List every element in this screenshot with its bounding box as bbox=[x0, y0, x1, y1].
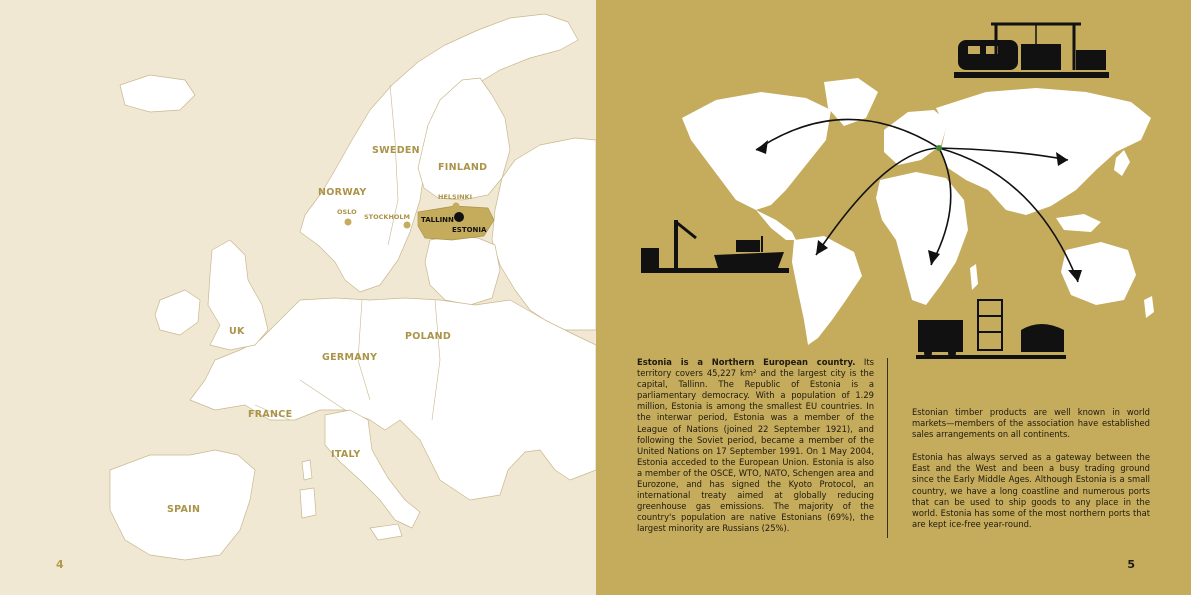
asia-land bbox=[936, 88, 1151, 215]
paragraph-gateway: Estonia has always served as a gateway between the East and the West and been a busy trading ground since the Early Middle Ages. Although Estonia is a small country, we have a long coastline and numerous ports that can be used to ship goods to any place in the world. Estonia has some of the most northern ports that are kept ice-free year-round. bbox=[912, 452, 1150, 529]
label-estonia: ESTONIA bbox=[452, 226, 487, 234]
sea-islands-land bbox=[1056, 214, 1101, 232]
madagascar-land bbox=[970, 264, 978, 290]
iceland-land bbox=[120, 75, 195, 112]
sicily-land bbox=[370, 524, 402, 540]
text-column-left bbox=[637, 357, 874, 535]
label-spain: SPAIN bbox=[167, 504, 201, 515]
label-italy: ITALY bbox=[331, 449, 361, 460]
japan-land bbox=[1114, 150, 1130, 176]
port-ship-icon bbox=[641, 220, 789, 273]
africa-land bbox=[876, 172, 968, 305]
ireland-land bbox=[155, 290, 200, 335]
oslo-dot bbox=[345, 219, 352, 226]
column-divider bbox=[887, 358, 888, 538]
europe-land bbox=[884, 110, 948, 165]
corsica-land bbox=[302, 460, 312, 480]
label-france: FRANCE bbox=[248, 409, 293, 420]
tallinn-dot bbox=[454, 212, 464, 222]
intro-body: Its territory covers 45,227 km² and the largest city is the capital, Tallinn. The Republic of Estonia is a parliamentary democracy. With a population of 1.29 million, Estonia is among the smallest EU countries. In the interwar period, Estonia was a member of the League of Nations (joined 22 September 1921), and following the Soviet period, became a member of the United Nations on 17 September 1991. On 1 May 2004, Estonia acceded to the European Union. Estonia is also a member of the OSCE, WTO, NATO, Schengen area and Eurozone, and has signed the Kyoto Protocol, an international treaty aimed at globally reducing greenhouse gas emissions. The majority of the country's population are native Estonians (69%), the largest minority are Russians (25%). bbox=[637, 357, 874, 534]
estonia-origin-dot bbox=[936, 145, 942, 151]
world-map bbox=[596, 0, 1191, 360]
intro-lead: Estonia is a Northern European country. bbox=[637, 357, 856, 367]
label-sweden: SWEDEN bbox=[372, 145, 420, 156]
baltics-land bbox=[425, 236, 500, 305]
label-norway: NORWAY bbox=[318, 187, 367, 198]
helsinki-dot bbox=[453, 203, 460, 210]
label-tallinn: TALLINN bbox=[421, 216, 454, 224]
south-america-land bbox=[792, 236, 862, 345]
text-column-right bbox=[912, 407, 1150, 542]
label-stockholm: STOCKHOLM bbox=[364, 213, 411, 221]
label-uk: UK bbox=[229, 326, 245, 337]
right-page bbox=[596, 0, 1191, 595]
italy-land bbox=[325, 410, 420, 528]
paragraph-timber: Estonian timber products are well known in world markets—members of the association have established sales arrangements on all continents. bbox=[912, 407, 1150, 440]
north-america-land bbox=[682, 92, 831, 210]
label-poland: POLAND bbox=[405, 331, 452, 342]
train-crane-icon bbox=[954, 24, 1109, 78]
page-number-left: 4 bbox=[56, 558, 64, 571]
page-number-right: 5 bbox=[1127, 558, 1135, 571]
label-finland: FINLAND bbox=[438, 162, 488, 173]
sardinia-land bbox=[300, 488, 316, 518]
truck-warehouse-icon bbox=[916, 300, 1066, 359]
label-helsinki: HELSINKI bbox=[438, 193, 473, 201]
label-oslo: OSLO bbox=[337, 208, 357, 216]
stockholm-dot bbox=[404, 222, 411, 229]
label-germany: GERMANY bbox=[322, 352, 378, 363]
central-america-land bbox=[756, 210, 796, 240]
nz-land bbox=[1144, 296, 1154, 318]
